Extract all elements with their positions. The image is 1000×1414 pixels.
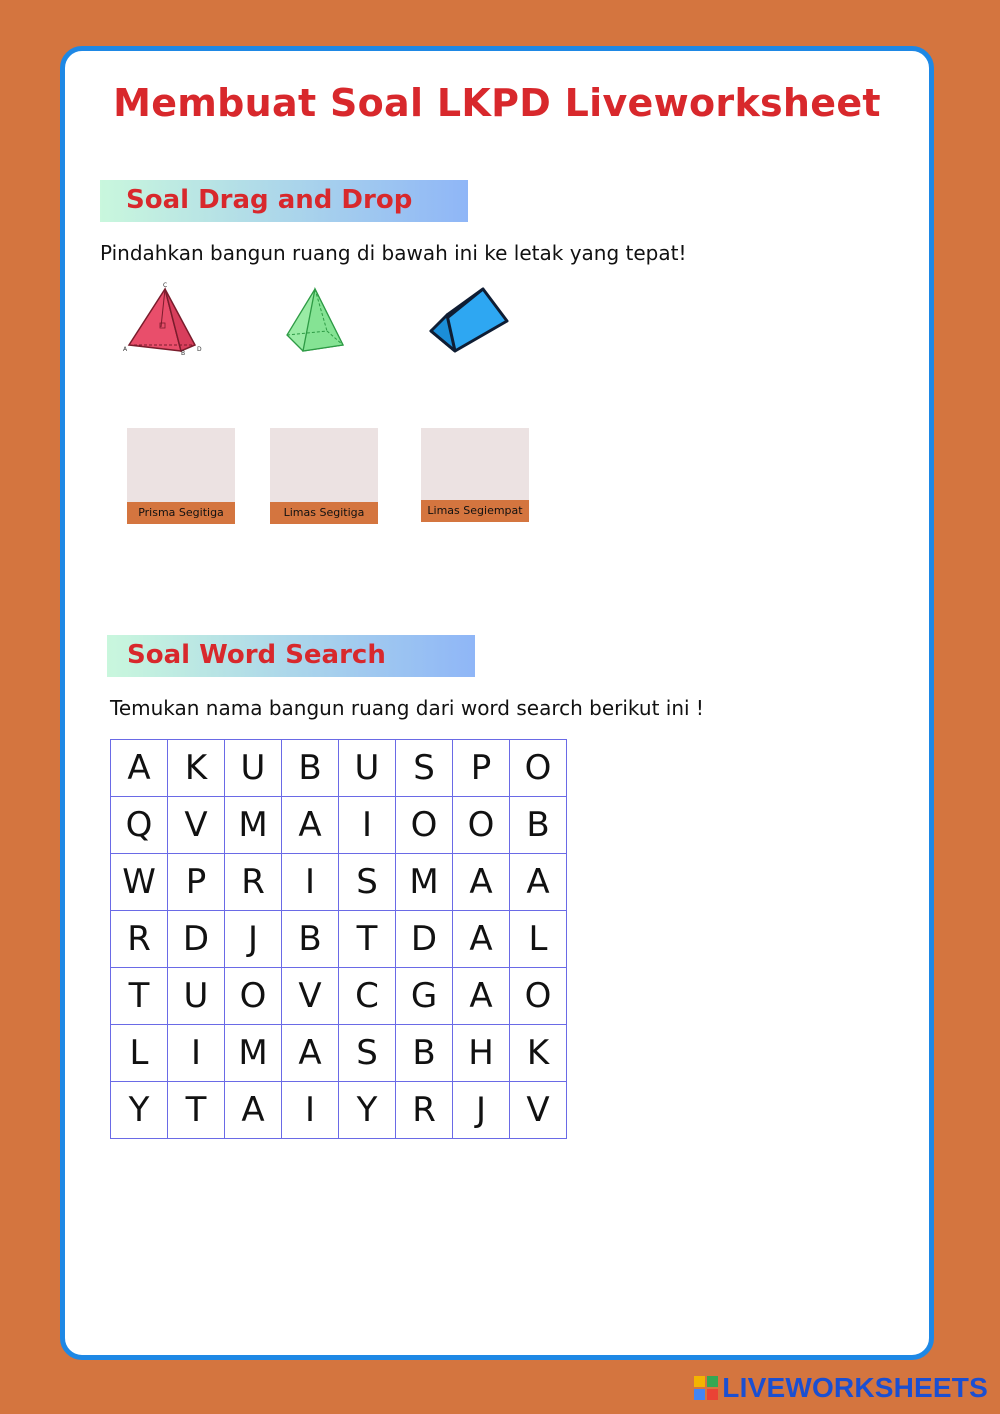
triangular-pyramid-icon[interactable] bbox=[123, 279, 205, 355]
grid-cell[interactable]: U bbox=[339, 740, 396, 797]
grid-cell[interactable]: I bbox=[282, 1082, 339, 1139]
grid-cell[interactable]: K bbox=[510, 1025, 567, 1082]
grid-cell[interactable]: H bbox=[453, 1025, 510, 1082]
drag-drop-instruction: Pindahkan bangun ruang di bawah ini ke letak yang tepat! bbox=[100, 241, 687, 265]
grid-cell[interactable]: A bbox=[282, 797, 339, 854]
vertex-label: D bbox=[197, 346, 202, 353]
grid-cell[interactable]: B bbox=[396, 1025, 453, 1082]
grid-cell[interactable]: A bbox=[510, 854, 567, 911]
page-title: Membuat Soal LKPD Liveworksheet bbox=[113, 81, 881, 125]
grid-cell[interactable]: A bbox=[453, 968, 510, 1025]
square-pyramid-icon[interactable] bbox=[283, 285, 349, 355]
grid-cell[interactable]: B bbox=[282, 740, 339, 797]
liveworksheets-logo-icon bbox=[694, 1376, 718, 1400]
grid-cell[interactable]: V bbox=[168, 797, 225, 854]
grid-cell[interactable]: A bbox=[111, 740, 168, 797]
grid-row bbox=[111, 1082, 567, 1139]
grid-cell[interactable]: M bbox=[396, 854, 453, 911]
grid-row bbox=[111, 797, 567, 854]
grid-cell[interactable]: J bbox=[225, 911, 282, 968]
grid-cell[interactable]: J bbox=[453, 1082, 510, 1139]
grid-row bbox=[111, 854, 567, 911]
grid-cell[interactable]: T bbox=[339, 911, 396, 968]
grid-cell[interactable]: L bbox=[510, 911, 567, 968]
grid-cell[interactable]: B bbox=[282, 911, 339, 968]
grid-row bbox=[111, 968, 567, 1025]
grid-cell[interactable]: M bbox=[225, 797, 282, 854]
grid-cell[interactable]: A bbox=[225, 1082, 282, 1139]
grid-cell[interactable]: I bbox=[339, 797, 396, 854]
drop-zone-limas-segiempat[interactable] bbox=[421, 428, 529, 502]
grid-cell[interactable]: O bbox=[396, 797, 453, 854]
grid-cell[interactable]: O bbox=[510, 968, 567, 1025]
vertex-label: A bbox=[123, 346, 128, 353]
word-search-grid bbox=[110, 739, 567, 1139]
grid-cell[interactable]: P bbox=[168, 854, 225, 911]
drop-label-limas-segitiga: Limas Segitiga bbox=[270, 502, 378, 524]
grid-cell[interactable]: P bbox=[453, 740, 510, 797]
grid-cell[interactable]: D bbox=[168, 911, 225, 968]
grid-cell[interactable]: Q bbox=[111, 797, 168, 854]
grid-cell[interactable]: O bbox=[453, 797, 510, 854]
grid-cell[interactable]: S bbox=[339, 1025, 396, 1082]
grid-cell[interactable]: V bbox=[510, 1082, 567, 1139]
grid-cell[interactable]: K bbox=[168, 740, 225, 797]
word-search-header-text: Soal Word Search bbox=[127, 640, 386, 670]
vertex-label: C bbox=[163, 282, 168, 289]
grid-cell[interactable]: U bbox=[225, 740, 282, 797]
grid-cell[interactable]: B bbox=[510, 797, 567, 854]
grid-cell[interactable]: I bbox=[168, 1025, 225, 1082]
grid-cell[interactable]: R bbox=[225, 854, 282, 911]
brand-name: LIVEWORKSHEETS bbox=[722, 1372, 988, 1403]
word-search-section-header bbox=[107, 635, 475, 677]
grid-cell[interactable]: Y bbox=[339, 1082, 396, 1139]
grid-cell[interactable]: D bbox=[396, 911, 453, 968]
worksheet-page bbox=[60, 46, 934, 1360]
grid-cell[interactable]: Y bbox=[111, 1082, 168, 1139]
drag-drop-header-text: Soal Drag and Drop bbox=[126, 185, 413, 215]
drop-label-prisma-segitiga: Prisma Segitiga bbox=[127, 502, 235, 524]
word-search-instruction: Temukan nama bangun ruang dari word search berikut ini ! bbox=[110, 696, 704, 720]
grid-row bbox=[111, 740, 567, 797]
grid-cell[interactable]: S bbox=[339, 854, 396, 911]
grid-cell[interactable]: G bbox=[396, 968, 453, 1025]
grid-cell[interactable]: V bbox=[282, 968, 339, 1025]
vertex-label: B bbox=[181, 350, 186, 355]
grid-cell[interactable]: R bbox=[396, 1082, 453, 1139]
grid-cell[interactable]: U bbox=[168, 968, 225, 1025]
grid-cell[interactable]: L bbox=[111, 1025, 168, 1082]
grid-cell[interactable]: T bbox=[111, 968, 168, 1025]
grid-cell[interactable]: R bbox=[111, 911, 168, 968]
grid-cell[interactable]: A bbox=[453, 911, 510, 968]
drop-label-limas-segiempat: Limas Segiempat bbox=[421, 500, 529, 522]
grid-cell[interactable]: C bbox=[339, 968, 396, 1025]
grid-cell[interactable]: O bbox=[510, 740, 567, 797]
grid-row bbox=[111, 911, 567, 968]
triangular-prism-icon[interactable] bbox=[427, 285, 511, 355]
grid-cell[interactable]: T bbox=[168, 1082, 225, 1139]
drop-zone-prisma-segitiga[interactable] bbox=[127, 428, 235, 502]
grid-cell[interactable]: A bbox=[282, 1025, 339, 1082]
grid-cell[interactable]: S bbox=[396, 740, 453, 797]
grid-cell[interactable]: I bbox=[282, 854, 339, 911]
drop-zone-limas-segitiga[interactable] bbox=[270, 428, 378, 502]
liveworksheets-brand bbox=[694, 1370, 988, 1406]
grid-cell[interactable]: M bbox=[225, 1025, 282, 1082]
grid-cell[interactable]: W bbox=[111, 854, 168, 911]
drag-drop-section-header bbox=[100, 180, 468, 222]
grid-row bbox=[111, 1025, 567, 1082]
grid-cell[interactable]: O bbox=[225, 968, 282, 1025]
grid-cell[interactable]: A bbox=[453, 854, 510, 911]
